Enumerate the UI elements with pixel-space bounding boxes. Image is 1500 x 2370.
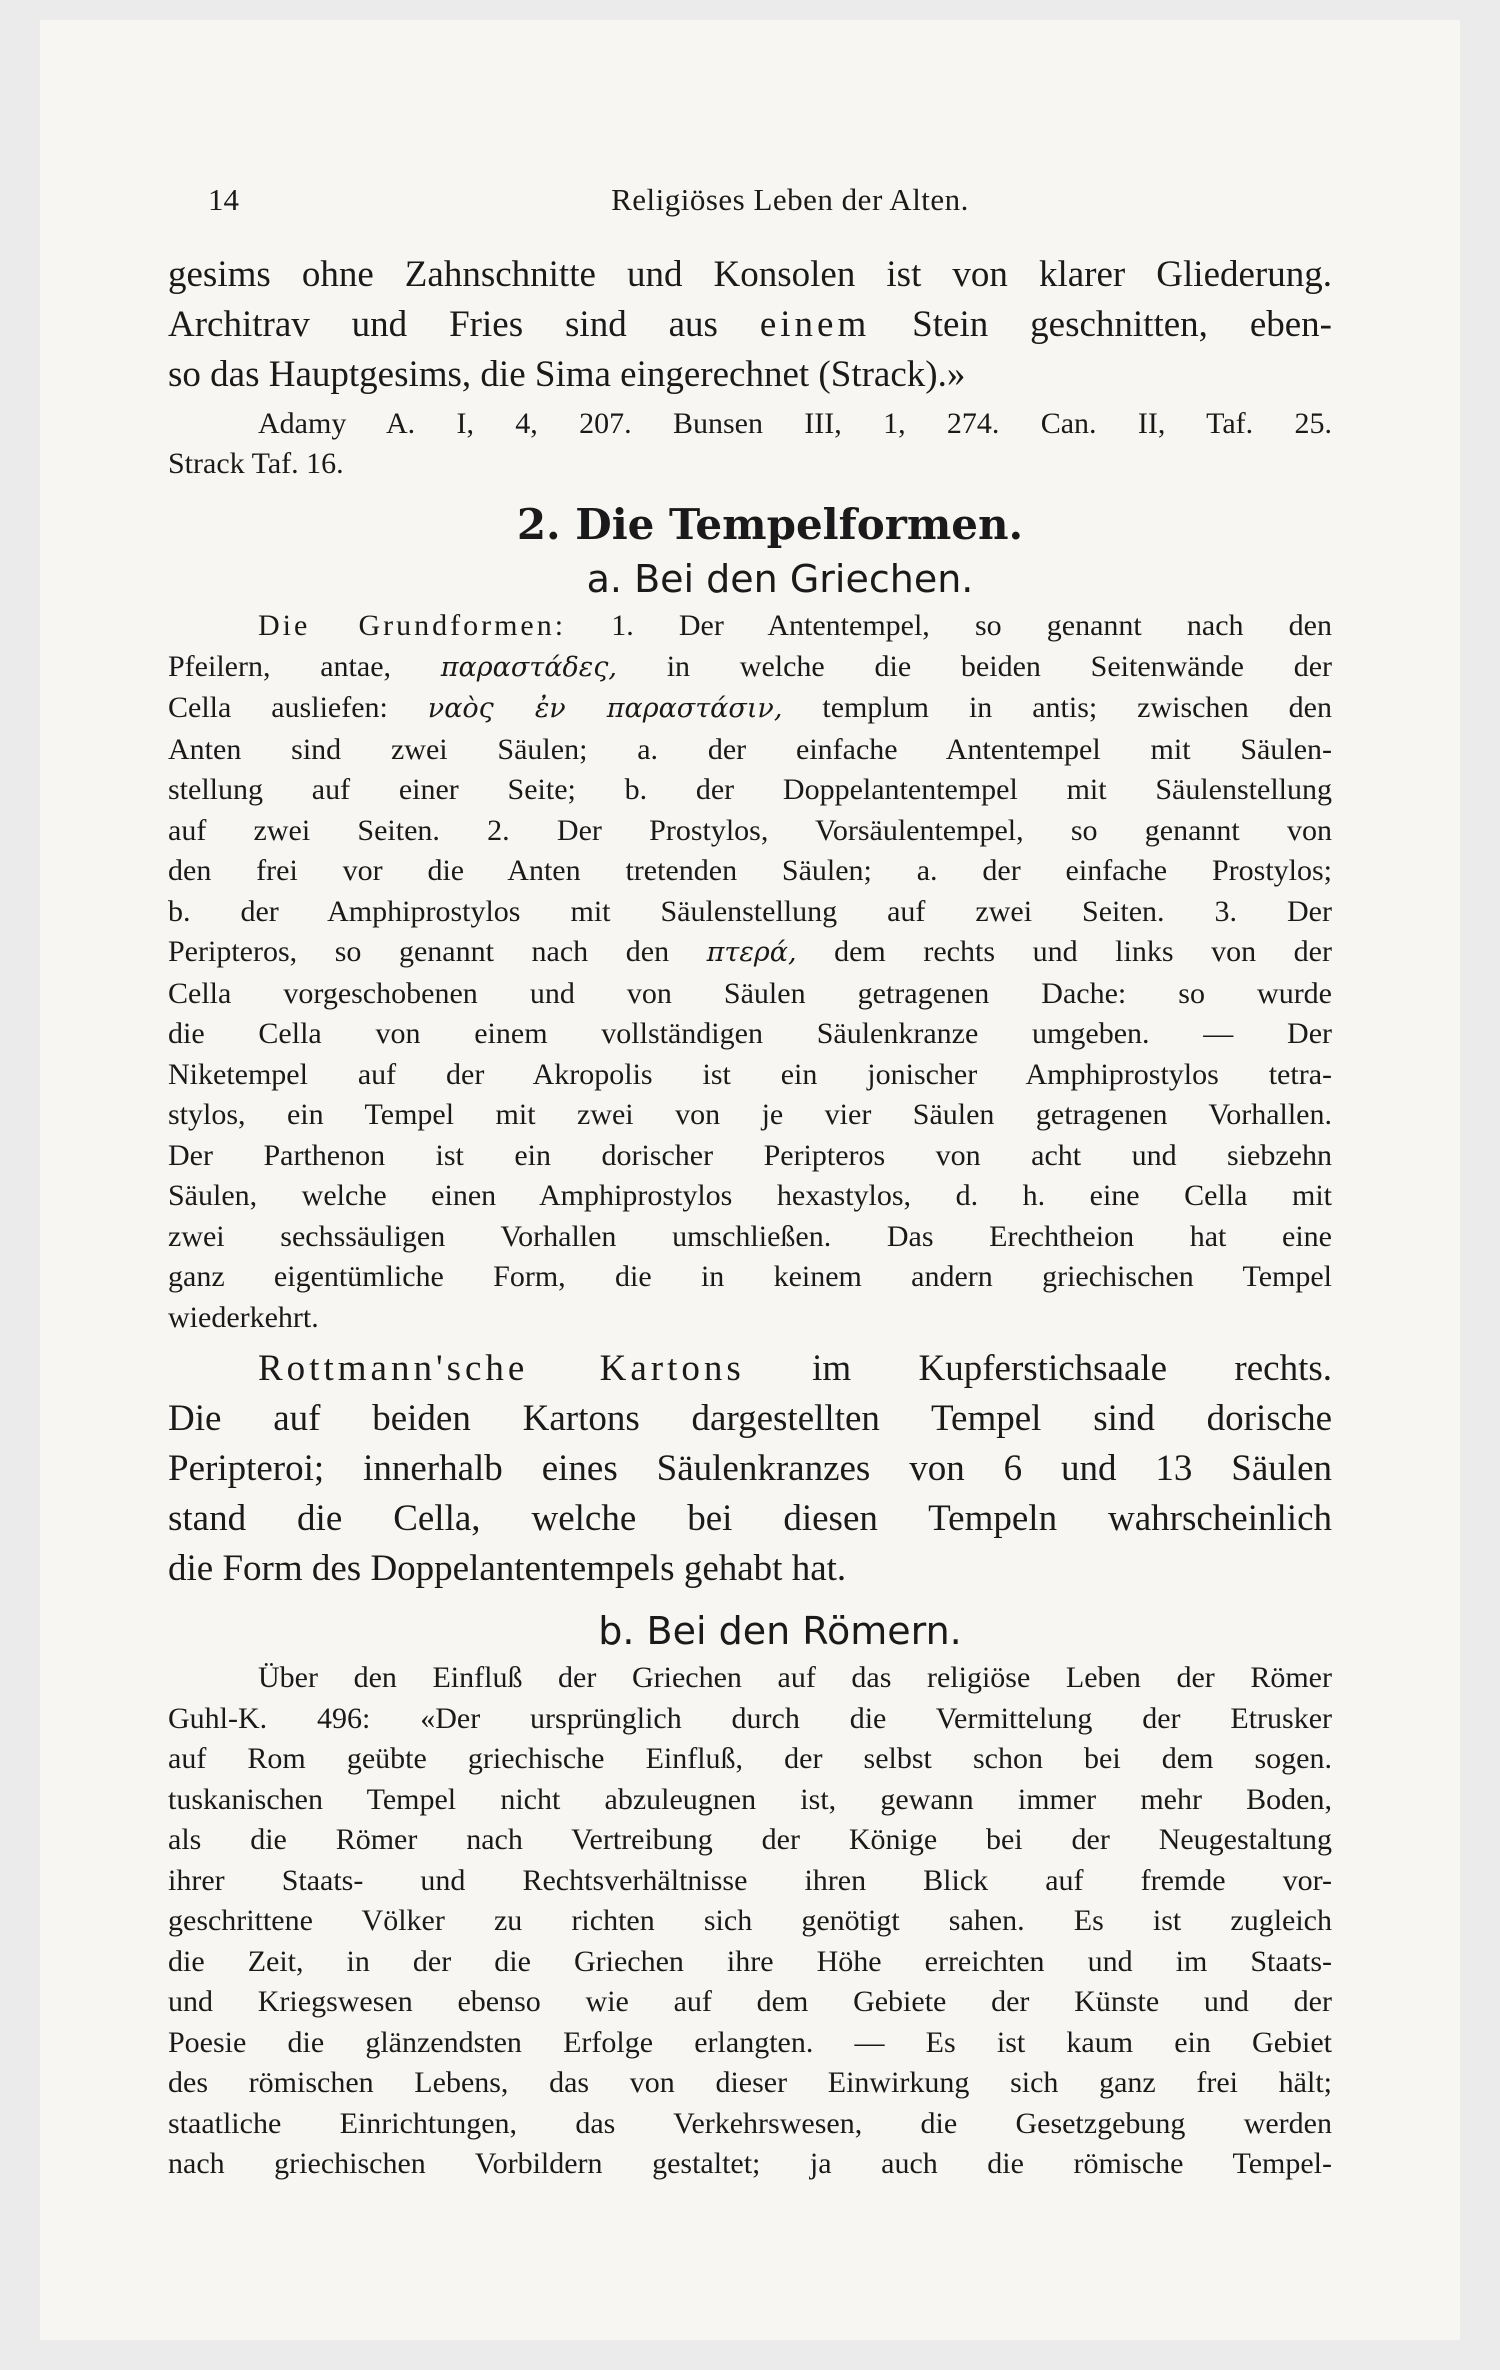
greek-term: ναὸς ἐν παραστάσιν, <box>427 693 783 724</box>
text-line: Peripteroi; innerhalb eines Säulenkranzes von 6 und 13 Säulen <box>168 1448 1332 1489</box>
paragraph-greeks <box>168 606 1332 1338</box>
references <box>168 404 1332 484</box>
emphasis: Die Grundformen: <box>258 609 567 642</box>
text-line: die Cella von einem vollständigen Säulenkranze umgeben. — Der <box>168 1017 1332 1050</box>
text-line: stellung auf einer Seite; b. der Doppelantentempel mit Säulenstellung <box>168 773 1332 806</box>
reference-line: Strack Taf. 16. <box>168 447 344 480</box>
text-line: geschrittene Völker zu richten sich genötigt sahen. Es ist zugleich <box>168 1904 1332 1937</box>
greek-term: πτερά, <box>706 937 797 968</box>
text-line: die Zeit, in der die Griechen ihre Höhe erreichten und im Staats- <box>168 1944 1332 1978</box>
emphasis: einem <box>759 304 871 345</box>
text-line: b. der Amphiprostylos mit Säulenstellung auf zwei Seiten. 3. Der <box>168 894 1332 928</box>
text-line: auf Rom geübte griechische Einfluß, der selbst schon bei dem sogen. <box>168 1742 1332 1775</box>
text-line: stand die Cella, welche bei diesen Tempeln wahrscheinlich <box>168 1498 1332 1539</box>
text-line: Die auf beiden Kartons dargestellten Tempel sind dorische <box>168 1398 1332 1439</box>
text-line: Niketempel auf der Akropolis ist ein jonischer Amphiprostylos tetra- <box>168 1057 1332 1091</box>
text-line: staatliche Einrichtungen, das Verkehrswesen, die Gesetzgebung werden <box>168 2106 1332 2140</box>
page-body <box>168 250 1332 2185</box>
text-line: den frei vor die Anten tretenden Säulen; a. der einfache Prostylos; <box>168 854 1332 887</box>
subsection-heading-b: b. Bei den Römern. <box>598 1609 962 1653</box>
paragraph-romans <box>168 1658 1332 2185</box>
text-line: Cella vorgeschobenen und von Säulen getragenen Dache: so wurde <box>168 976 1332 1010</box>
text-line: Pfeilern, antae, παραστάδες, in welche die beiden Seitenwände der <box>168 649 1332 683</box>
text-line: Säulen, welche einen Amphiprostylos hexastylos, d. h. eine Cella mit <box>168 1179 1332 1212</box>
intro-paragraph <box>168 250 1332 400</box>
text-line: Cella ausliefen: ναὸς ἐν παραστάσιν, templum in antis; zwischen den <box>168 691 1332 724</box>
text-line: nach griechischen Vorbildern gestaltet; ja auch die römische Tempel- <box>168 2147 1332 2180</box>
text-line: stylos, ein Tempel mit zwei von je vier Säulen getragenen Vorhallen. <box>168 1098 1332 1131</box>
text-line: tuskanischen Tempel nicht abzuleugnen ist, gewann immer mehr Boden, <box>168 1782 1332 1816</box>
text-line: so das Hauptgesims, die Sima eingerechnet (Strack).» <box>168 354 966 395</box>
text-line: zwei sechssäuligen Vorhallen umschließen. Das Erechtheion hat eine <box>168 1219 1332 1253</box>
text-line: Die Grundformen: 1. Der Antentempel, so genannt nach den <box>258 609 1332 642</box>
text-line: wiederkehrt. <box>168 1300 319 1334</box>
section-heading: 2. Die Tempelformen. <box>516 500 1024 549</box>
page-header <box>208 180 1372 220</box>
text-line: des römischen Lebens, das von dieser Einwirkung sich ganz frei hält; <box>168 2066 1332 2099</box>
text-line: Architrav und Fries sind aus einem Stein geschnitten, eben- <box>168 304 1332 345</box>
text-line: die Form des Doppelantentempels gehabt hat. <box>168 1548 847 1589</box>
text-line: Peripteros, so genannt nach den πτερά, dem rechts und links von der <box>168 935 1332 968</box>
greek-term: παραστάδες, <box>440 651 617 683</box>
text-line: Anten sind zwei Säulen; a. der einfache Antentempel mit Säulen- <box>168 732 1332 766</box>
text-line: Guhl-K. 496: «Der ursprünglich durch die Vermittelung der Etrusker <box>168 1701 1332 1735</box>
text-line: Poesie die glänzendsten Erfolge erlangten. — Es ist kaum ein Gebiet <box>168 2025 1332 2059</box>
text-line: Der Parthenon ist ein dorischer Peripteros von acht und siebzehn <box>168 1138 1332 1172</box>
paragraph-rottmann <box>168 1344 1332 1594</box>
text-line: Rottmann'sche Kartons im Kupferstichsaale rechts. <box>258 1348 1332 1389</box>
text-line: gesims ohne Zahnschnitte und Konsolen ist von klarer Gliederung. <box>168 254 1332 295</box>
reference-line: Adamy A. I, 4, 207. Bunsen III, 1, 274. Can. II, Taf. 25. <box>258 407 1332 440</box>
text-line: ganz eigentümliche Form, die in keinem andern griechischen Tempel <box>168 1260 1332 1293</box>
subsection-heading-a: a. Bei den Griechen. <box>586 557 974 601</box>
text-line: und Kriegswesen ebenso wie auf dem Gebiete der Künste und der <box>168 1985 1332 2018</box>
text-line: Über den Einfluß der Griechen auf das religiöse Leben der Römer <box>258 1661 1332 1694</box>
emphasis: Rottmann'sche Kartons <box>258 1348 745 1389</box>
text-line: ihrer Staats- und Rechtsverhältnisse ihren Blick auf fremde vor- <box>168 1863 1332 1897</box>
text-line: auf zwei Seiten. 2. Der Prostylos, Vorsäulentempel, so genannt von <box>168 813 1332 847</box>
running-title: Religiöses Leben der Alten. <box>611 182 969 217</box>
page-number: 14 <box>208 182 239 217</box>
text-line: als die Römer nach Vertreibung der Könige bei der Neugestaltung <box>168 1823 1332 1856</box>
